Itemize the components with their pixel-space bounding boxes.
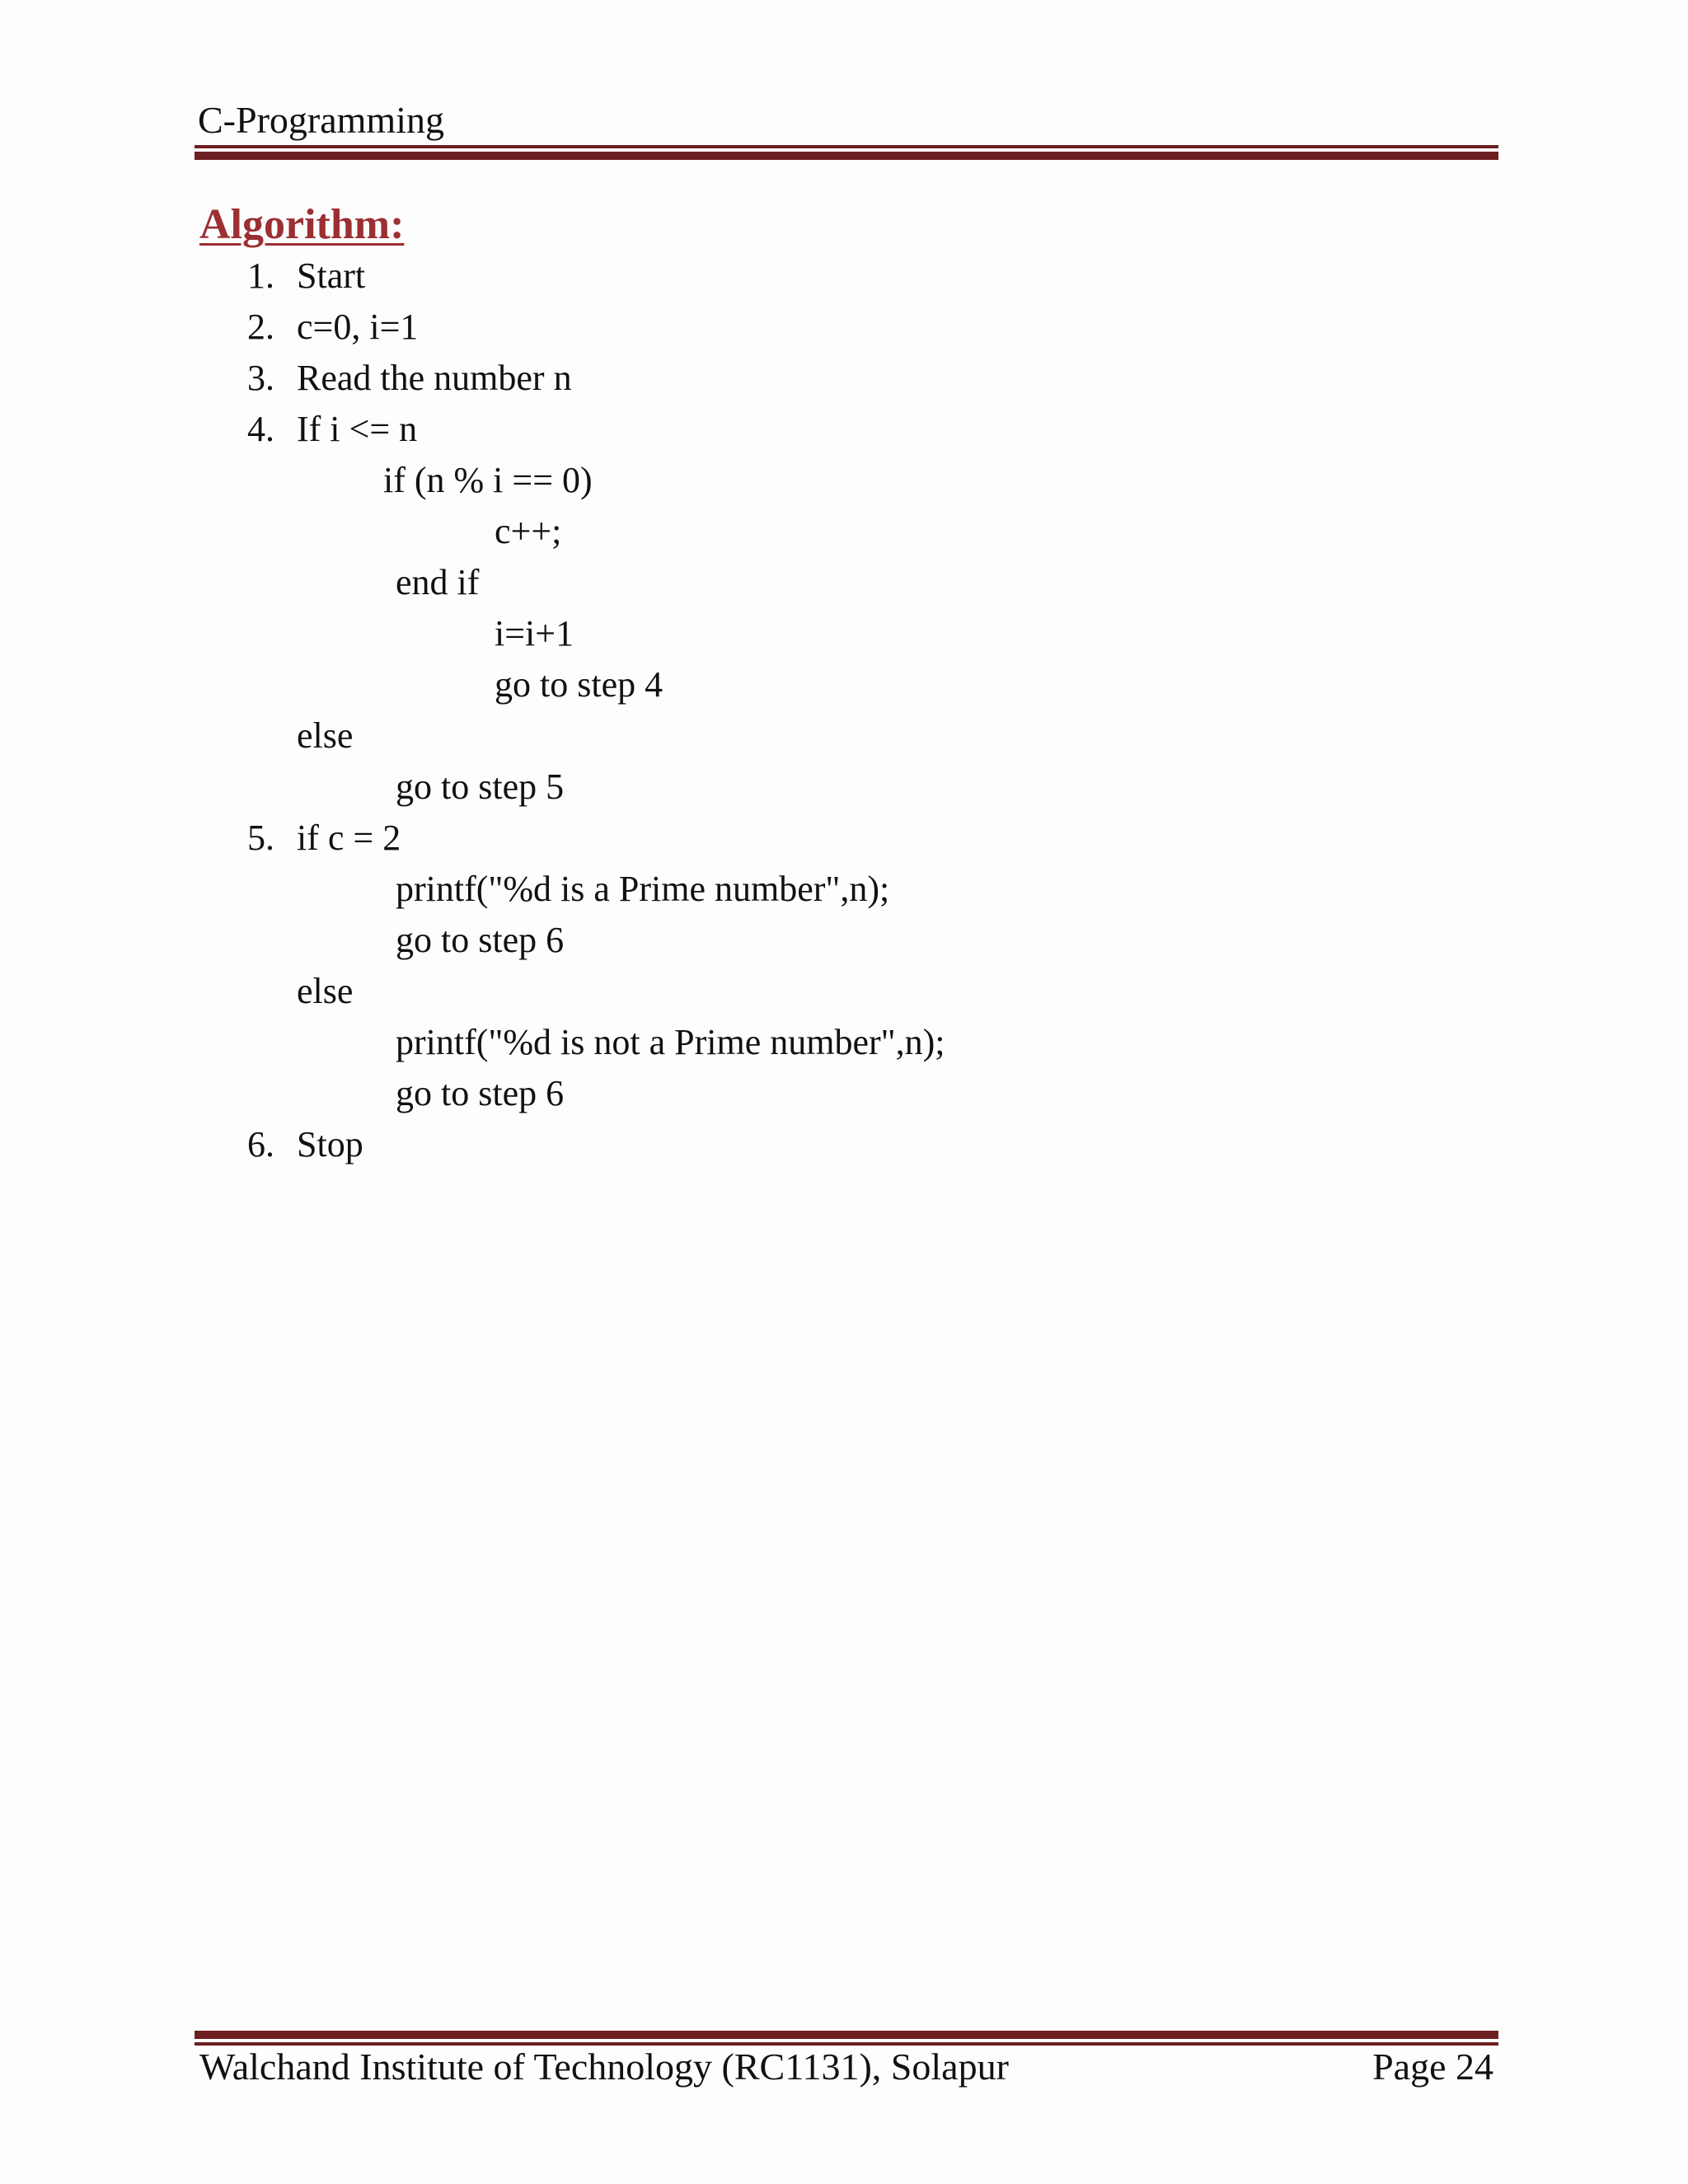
step-text: if c = 2 [297,818,401,858]
step-number: 6. [247,1124,274,1165]
step-line: go to step 5 [396,766,565,807]
step-line: else [297,971,354,1011]
step-text: c=0, i=1 [297,307,419,347]
footer-institute: Walchand Institute of Technology (RC1131), Solapur [199,2046,1009,2088]
step-line: printf("%d is not a Prime number",n); [396,1022,945,1062]
header-rule [195,145,1498,160]
step-number: 3. [247,358,274,398]
step-line: go to step 4 [495,664,663,705]
step-line: printf("%d is a Prime number",n); [396,869,890,909]
step-number: 4. [247,409,274,449]
step-line: end if [396,562,480,602]
step-number: 1. [247,255,274,296]
step-line: c++; [495,511,562,551]
page-number: Page 24 [1372,2046,1493,2088]
step-number: 2. [247,307,274,347]
step-line: go to step 6 [396,1073,565,1113]
step-text: Start [297,255,366,296]
step-text: Read the number n [297,358,572,398]
step-number: 5. [247,818,274,858]
algorithm-heading: Algorithm: [199,201,405,248]
step-line: if (n % i == 0) [383,460,593,500]
step-line: i=i+1 [495,613,574,654]
header-title: C-Programming [198,99,444,141]
step-line: go to step 6 [396,920,565,960]
step-line: else [297,715,354,756]
step-text: If i <= n [297,409,418,449]
step-text: Stop [297,1124,363,1165]
